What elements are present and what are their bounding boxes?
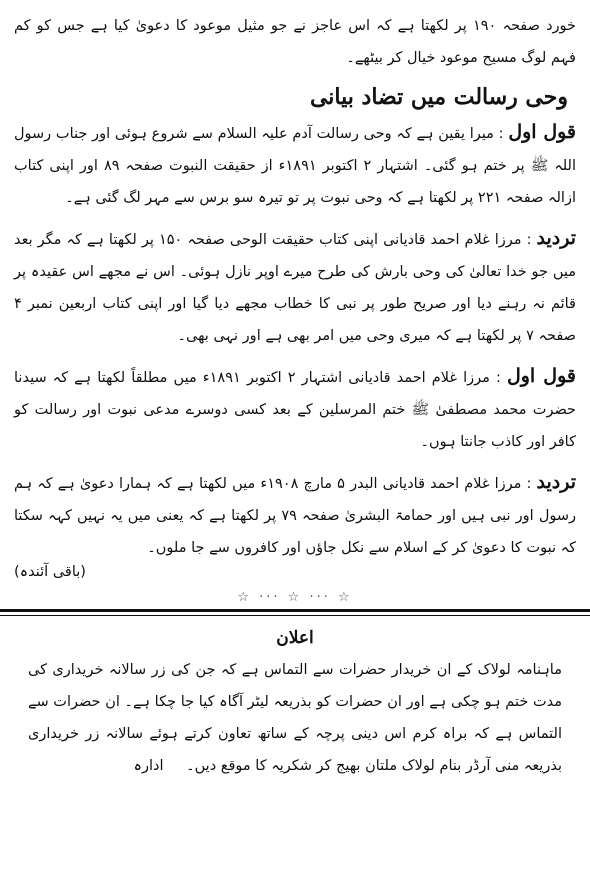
double-rule-divider — [0, 609, 590, 616]
refutation-1-lead: تردید — [536, 227, 577, 249]
star-ornament-divider: ☆ ··· ☆ ··· ☆ — [237, 590, 353, 605]
notice-signature: ادارہ — [133, 758, 164, 774]
continued-row — [14, 564, 576, 580]
notice-paragraph — [14, 654, 576, 782]
refutation-1-paragraph — [14, 222, 576, 352]
notice-text: ماہنامہ لولاک کے ان خریدار حضرات سے التماس ہے کہ جن کی زر سالانہ خریداری کی مدت ختم ہو چکی ہے اور ان حضرات کو بذریعہ لیٹر آگاہ کیا جا چکا ہے۔ ان حضرات سے التماس ہے کہ براہ کرم اس دینی پرچہ کے ساتھ تعاون کرتے ہوئے سالانہ زر خریداری بذریعہ منی آرڈر بنام لولاک ملتان بھیج کر شکریہ کا موقع دیں۔ — [28, 662, 562, 774]
refutation-2-paragraph — [14, 466, 576, 564]
quote-2-text: : مرزا غلام احمد قادیانی اشتہار ۲ اکتوبر ۱۸۹۱ء میں مطلقاً لکھتا ہے کہ سیدنا حضرت محمد مصطفیٰ ﷺ ختم المرسلین کے بعد کسی دوسرے مدعی نبوت اور رسالت کو کافر اور کاذب جانتا ہوں۔ — [14, 370, 576, 450]
refutation-1-text: : مرزا غلام احمد قادیانی اپنی کتاب حقیقت الوحی صفحہ ۱۵۰ پر لکھتا ہے کہ مگر بعد میں جو خدا تعالیٰ کی وحی بارش کی طرح میرے اوپر نازل ہوئی۔ اس نے مجھے اس عقیدہ پر قائم نہ رہنے دیا اور صریح طور پر نبی کا خطاب مجھے دیا گیا اور اپنی کتاب اربعین نمبر ۴ صفحہ ۷ پر لکھتا ہے کہ میری وحی میں امر بھی ہے اور نہی بھی۔ — [14, 232, 576, 344]
refutation-2-text: : مرزا غلام احمد قادیانی البدر ۵ مارچ ۱۹۰۸ء میں لکھتا ہے کہ ہمارا دعویٰ ہے کہ ہم رسول اور نبی ہیں اور حمامۃ البشریٰ صفحہ ۷۹ پر لکھتا ہے کہ یعنی میں یہ نہیں کہہ سکتا کہ نبوت کا دعویٰ کر کے اسلام سے نکل جاؤں اور کافروں سے جا ملوں۔ — [14, 476, 576, 556]
continued-label: (باقی آئندہ) — [14, 564, 86, 580]
quote-2-paragraph — [14, 360, 576, 458]
intro-paragraph: خورد صفحہ ۱۹۰ پر لکھتا ہے کہ اس عاجز نے جو مثیل موعود کا دعویٰ کیا ہے جس کو کم فہم لوگ مسیح موعود خیال کر بیٹھے۔ — [14, 18, 576, 66]
section-title: وحی رسالت میں تضاد بیانی — [309, 84, 568, 110]
notice-title: اعلان — [276, 628, 314, 648]
quote-2-lead: قول اول — [506, 365, 577, 387]
refutation-2-lead: تردید — [536, 471, 577, 493]
quote-1-paragraph — [14, 116, 576, 214]
quote-1-lead: قول اول — [508, 121, 577, 143]
quote-1-text: : میرا یقین ہے کہ وحی رسالت آدم علیہ السلام سے شروع ہوئی اور جناب رسول اللہ ﷺ پر ختم ہو گئی۔ اشتہار ۲ اکتوبر ۱۸۹۱ء از حقیقت النبوت صفحہ ۸۹ اور اپنی کتاب ازالہ صفحہ ۲۲۱ پر لکھتا ہے کہ وحی نبوت پر تو تیرہ سو برس سے مہر لگ گئی ہے۔ — [14, 126, 576, 206]
